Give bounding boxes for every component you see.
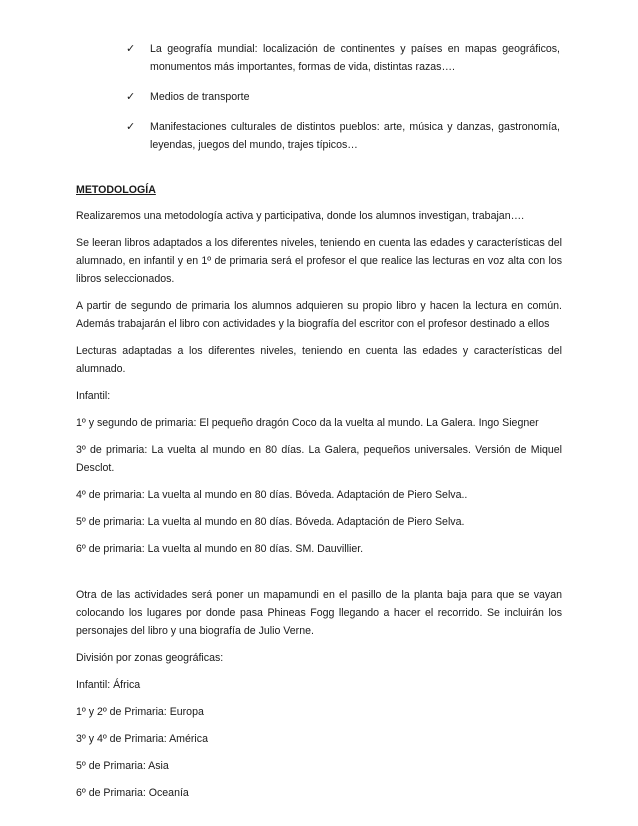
paragraph: 5º de Primaria: Asia: [76, 760, 169, 772]
methodology-section: [76, 181, 562, 811]
bullet-item: [126, 40, 560, 76]
paragraph: A partir de segundo de primaria los alumnos adquieren su propio libro y hacen la lectura en común. Además trabajarán el libro con actividades y la biografía del escritor con el profesor destinado a ellos: [76, 300, 562, 330]
bullet-item: [126, 88, 560, 106]
paragraph: 1º y 2º de Primaria: Europa: [76, 706, 204, 718]
paragraph: Se leeran libros adaptados a los diferentes niveles, teniendo en cuenta las edades y características del alumnado, en infantil y en 1º de primaria será el profesor el que realice las lecturas en voz alta con los libros seleccionados.: [76, 237, 562, 285]
paragraph: División por zonas geográficas:: [76, 652, 224, 664]
bullet-text: Medios de transporte: [150, 91, 250, 103]
paragraph: 6º de Primaria: Oceanía: [76, 787, 189, 799]
checkmark-icon: ✓: [126, 90, 136, 103]
paragraph: 1º y segundo de primaria: El pequeño dragón Coco da la vuelta al mundo. La Galera. Ingo Siegner: [76, 417, 539, 429]
paragraph: Lecturas adaptadas a los diferentes niveles, teniendo en cuenta las edades y características del alumnado.: [76, 345, 562, 375]
bullet-list: [0, 40, 638, 166]
paragraph: Infantil:: [76, 390, 111, 402]
paragraph: Otra de las actividades será poner un mapamundi en el pasillo de la planta baja para que se vayan colocando los lugares por donde pasa Phineas Fogg llegando a hacer el recorrido. Se incluirán los personajes del libro y una biografía de Julio Verne.: [76, 589, 562, 637]
paragraph: 3º y 4º de Primaria: América: [76, 733, 208, 745]
paragraph: 5º de primaria: La vuelta al mundo en 80 días. Bóveda. Adaptación de Piero Selva.: [76, 516, 465, 528]
checkmark-icon: ✓: [126, 120, 136, 133]
paragraph: Realizaremos una metodología activa y participativa, donde los alumnos investigan, trabajan….: [76, 210, 525, 222]
paragraph: 6º de primaria: La vuelta al mundo en 80 días. SM. Dauvillier.: [76, 543, 364, 555]
bullet-text: Manifestaciones culturales de distintos pueblos: arte, música y danzas, gastronomía, leyendas, juegos del mundo, trajes típicos…: [150, 121, 560, 151]
paragraph: 4º de primaria: La vuelta al mundo en 80 días. Bóveda. Adaptación de Piero Selva..: [76, 489, 468, 501]
spacer: [76, 567, 562, 586]
section-heading: METODOLOGÍA: [76, 184, 156, 196]
paragraph: 3º de primaria: La vuelta al mundo en 80 días. La Galera, pequeños universales. Versión de Miquel Desclot.: [76, 444, 562, 474]
paragraph: Infantil: África: [76, 679, 141, 691]
checkmark-icon: ✓: [126, 42, 136, 55]
bullet-item: [126, 118, 560, 154]
bullet-text: La geografía mundial: localización de continentes y países en mapas geográficos, monumentos más importantes, formas de vida, distintas razas….: [150, 43, 560, 73]
